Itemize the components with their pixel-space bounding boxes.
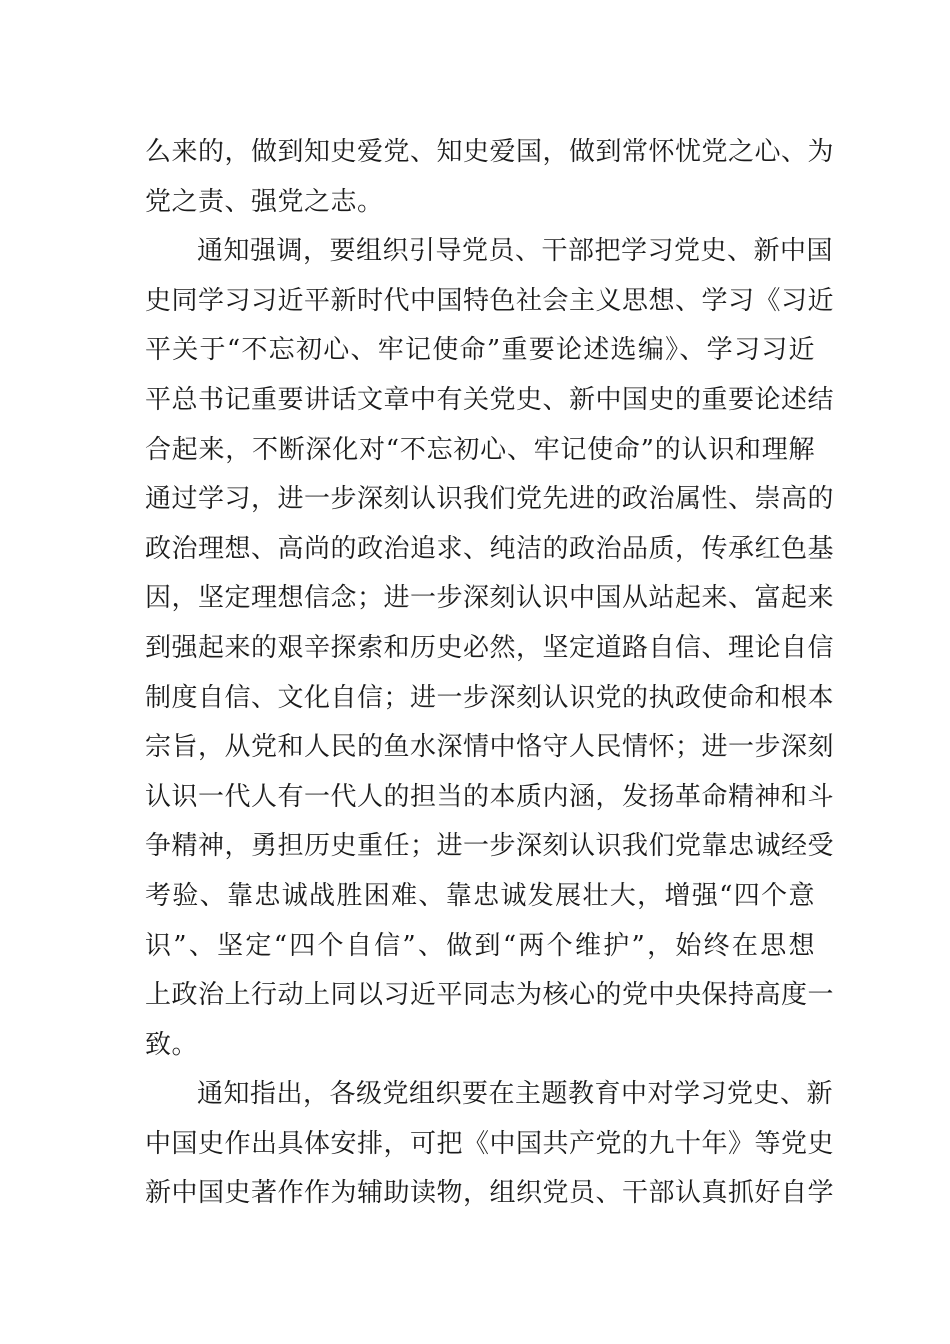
- text-line: 考验、靠忠诚战胜困难、靠忠诚发展壮大，增强“四个意: [145, 880, 815, 911]
- text-line: 党之责、强党之志。: [145, 186, 384, 217]
- text-line: 致。: [145, 1029, 199, 1060]
- text-line: 到强起来的艰辛探索和历史必然，坚定道路自信、理论自信: [145, 632, 835, 663]
- text-line: 合起来，不断深化对“不忘初心、牢记使命”的认识和理解: [145, 434, 815, 465]
- text-line: 通知强调，要组织引导党员、干部把学习党史、新中国: [197, 236, 834, 267]
- text-line: 通知指出，各级党组织要在主题教育中对学习党史、新: [197, 1079, 834, 1110]
- text-line: 宗旨，从党和人民的鱼水深情中恪守人民情怀；进一步深刻: [145, 732, 835, 763]
- text-line: 争精神，勇担历史重任；进一步深刻认识我们党靠忠诚经受: [145, 831, 835, 862]
- text-line: 因，坚定理想信念；进一步深刻认识中国从站起来、富起来: [145, 583, 835, 614]
- text-line: 新中国史著作作为辅助读物，组织党员、干部认真抓好自学: [145, 1178, 835, 1209]
- text-line: 制度自信、文化自信；进一步深刻认识党的执政使命和根本: [145, 682, 835, 713]
- text-line: 通过学习，进一步深刻认识我们党先进的政治属性、崇高的: [145, 484, 835, 515]
- text-line: 史同学习习近平新时代中国特色社会主义思想、学习《习近: [145, 285, 835, 316]
- text-line: 么来的，做到知史爱党、知史爱国，做到常怀忧党之心、为: [145, 137, 835, 167]
- text-line: 平关于“不忘初心、牢记使命”重要论述选编》、学习习近: [145, 335, 815, 366]
- text-line: 中国史作出具体安排，可把《中国共产党的九十年》等党史: [145, 1128, 835, 1159]
- text-line: 政治理想、高尚的政治追求、纯洁的政治品质，传承红色基: [145, 533, 835, 564]
- text-line: 上政治上行动上同以习近平同志为核心的党中央保持高度一: [145, 980, 835, 1011]
- text-line: 认识一代人有一代人的担当的本质内涵，发扬革命精神和斗: [145, 781, 835, 812]
- text-line: 识”、坚定“四个自信”、做到“两个维护”，始终在思想: [145, 930, 815, 961]
- text-line: 平总书记重要讲话文章中有关党史、新中国史的重要论述结: [145, 384, 835, 415]
- body-text: [145, 128, 835, 1219]
